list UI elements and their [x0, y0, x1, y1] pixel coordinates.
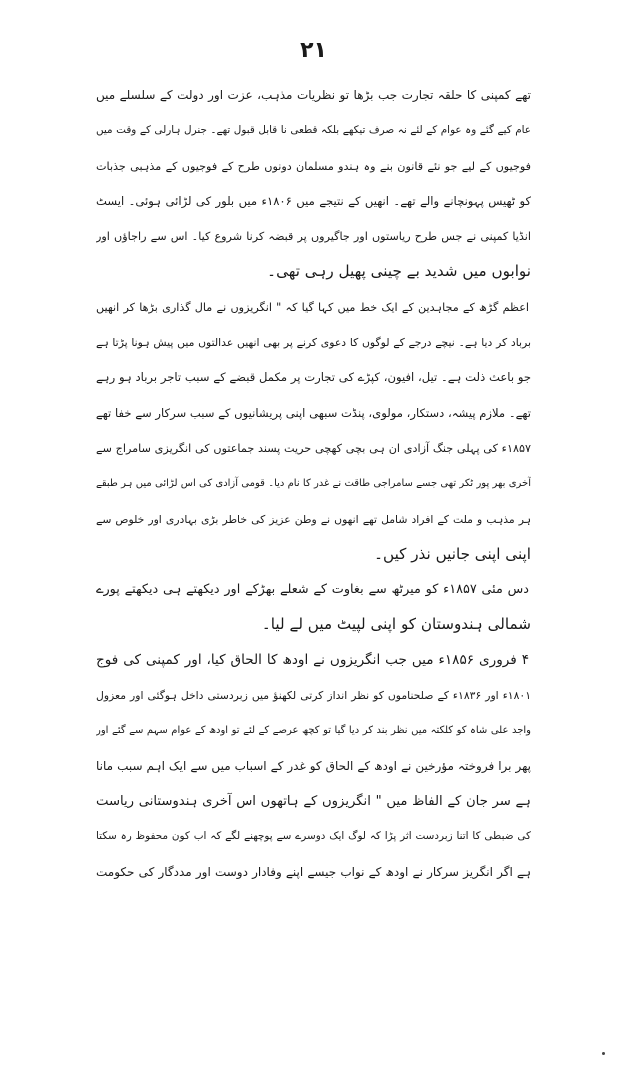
text-line: عام کیے گئے وہ عوام کے لئے نہ صرف تیکھے بلکہ قطعی نا قابل قبول تھے۔ جنرل ہارلی کے وقت میں: [96, 124, 531, 137]
text-line: تھے کمپنی کا حلقہ تجارت جب بڑھا تو نظریات مذہب، عزت اور دولت کے سلسلے میں: [96, 88, 531, 102]
text-line: تھے۔ ملازم پیشہ، دستکار، مولوی، پنڈت سبھی اپنی پریشانیوں کے سبب سرکار سے خفا تھے: [96, 405, 531, 420]
text-line: اپنی اپنی جانیں نذر کیں۔: [374, 544, 531, 563]
text-line: انڈیا کمپنی نے جس طرح ریاستوں اور جاگیروں پر قبضہ کرنا شروع کیا۔ اس سے راجاؤں اور: [96, 230, 531, 244]
page-number: ۲۱: [300, 38, 327, 63]
text-line: ۱۸۰۱ء اور ۱۸۳۶ء کے صلحناموں کو نظر انداز کرتی لکھنؤ میں زبردستی داخل ہوگئی اور معزول: [96, 689, 531, 703]
paragraph-2: [96, 290, 531, 572]
text-line: ۴ فروری ۱۸۵۶ء میں جب انگریزوں نے اودھ کا الحاق کیا، اور کمپنی کی فوج: [96, 651, 529, 668]
paragraph-3: [96, 572, 531, 643]
text-line: آخری بھر پور ٹکر تھی جسے سامراجی طاقت نے غدر کا نام دیا۔ قومی آزادی کی اس لڑائی میں ہر طبقے: [96, 478, 531, 490]
text-line: نوابوں میں شدید بے چینی پھیل رہی تھی۔: [267, 262, 531, 281]
text-line: ۱۸۵۷ء کی پہلی جنگ آزادی ان ہی بچی کھچی حریت پسند جماعتوں کی انگریزی سامراج سے: [96, 441, 531, 455]
page-body: [96, 78, 531, 890]
text-line: شمالی ہندوستان کو اپنی لپیٹ میں لے لیا۔: [261, 615, 531, 634]
scan-speck: [602, 1052, 605, 1055]
paragraph-4: [96, 643, 531, 890]
text-line: پھر برا فروختہ مؤرخین نے اودھ کے الحاق کو غدر کے اسباب میں سے ایک اہم سبب مانا: [96, 758, 531, 773]
paragraph-1: [96, 78, 531, 290]
text-line: واجد علی شاہ کو کلکتہ میں نظر بند کر دیا گیا تو کچھ عرصے کے لئے تو اودھ کے عوام سہم سے گئے اور: [96, 725, 531, 737]
text-line: دس مئی ۱۸۵۷ء کو میرٹھ سے بغاوت کے شعلے بھڑکے اور دیکھتے ہی دیکھتے پورے: [96, 582, 529, 598]
text-line: اعظم گڑھ کے مجاہدین کے ایک خط میں کہا گیا کہ " انگریزوں نے مال گذاری بڑھا کر انھیں: [96, 300, 529, 314]
text-line: برباد کر دیا ہے۔ نیچے درجے کے لوگوں کا دعوی کرنے پر بھی انھیں عدالتوں میں پیش ہونا پڑتا ہے: [96, 336, 531, 350]
text-line: جو باعث ذلت ہے۔ تیل، افیون، کپڑے کی تجارت پر مکمل قبضے کے سبب تاجر برباد ہو رہے: [96, 370, 531, 385]
text-line: کو ٹھیس پہونچانے والے تھے۔ انھیں کے نتیجے میں ۱۸۰۶ء میں بلور کی لڑائی ہوئی۔ ایسٹ: [96, 193, 531, 208]
text-line: فوجیوں کے لیے جو نئے قانون بنے وہ ہندو مسلمان دونوں طرح کے فوجیوں کے مذہبی جذبات: [96, 159, 531, 173]
text-line: کی ضبطی کا اتنا زبردست اثر پڑا کہ لوگ ایک دوسرے سے پوچھنے لگے کہ اب کون محفوظ رہ سکتا: [96, 830, 531, 843]
text-line: ہے اگر انگریز سرکار نے اودھ کے نواب جیسے اپنے وفادار دوست اور مددگار کی حکومت: [96, 864, 531, 879]
text-line: ہر مذہب و ملت کے افراد شامل تھے انھوں نے وطن عزیز کی خاطر بڑی بہادری اور خلوص سے: [96, 512, 531, 526]
text-line: ہے سر جان کے الفاظ میں " انگریزوں کے ہاتھوں اس آخری ہندوستانی ریاست: [96, 793, 531, 809]
